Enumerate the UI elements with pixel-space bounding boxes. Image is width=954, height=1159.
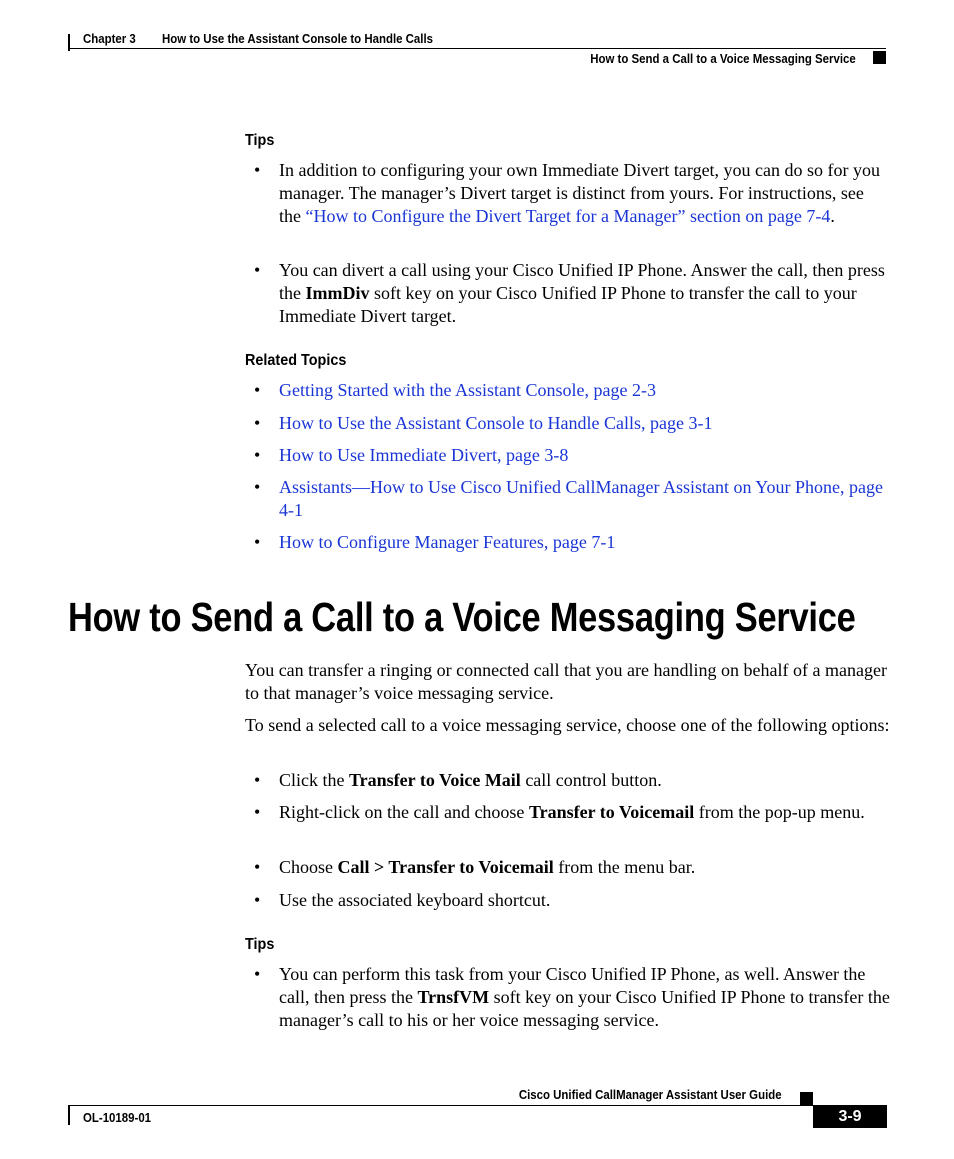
list-item [245, 889, 890, 912]
list-item [245, 259, 890, 328]
bullet: • [254, 890, 261, 910]
footer-guide-title: Cisco Unified CallManager Assistant User Guide [519, 1087, 782, 1102]
footer-marker [800, 1092, 813, 1105]
bullet: • [254, 380, 261, 400]
option-text: Use the associated keyboard shortcut. [279, 890, 551, 910]
page-number: 3-9 [813, 1105, 887, 1128]
list-item [245, 856, 890, 879]
header-rule [68, 48, 886, 49]
list-item [245, 963, 890, 1032]
options-intro-paragraph: To send a selected call to a voice messaging service, choose one of the following options: [245, 715, 890, 735]
softkey-immdiv: ImmDiv [305, 283, 370, 303]
softkey-trnsfvm: TrnsfVM [417, 987, 490, 1007]
related-link-immediate-divert[interactable]: How to Use Immediate Divert, page 3-8 [279, 445, 569, 465]
tip-text-end: soft key on your Cisco Unified IP Phone to transfer the call to your Immediate Divert target. [279, 283, 857, 326]
option-text-end: call control button. [520, 770, 662, 790]
list-item [245, 476, 890, 522]
option-command: Transfer to Voicemail [528, 802, 695, 822]
option-command: Transfer to Voice Mail [349, 770, 521, 790]
related-link-assistants-phone[interactable]: Assistants—How to Use Cisco Unified CallManager Assistant on Your Phone, page 4-1 [279, 477, 883, 520]
related-link-getting-started[interactable]: Getting Started with the Assistant Console, page 2-3 [279, 380, 656, 400]
list-item [245, 412, 890, 435]
footer-left-rule [68, 1105, 70, 1125]
related-link-manager-features[interactable]: How to Configure Manager Features, page 7-1 [279, 532, 616, 552]
list-item [245, 159, 890, 228]
header-section-title: How to Send a Call to a Voice Messaging Service [590, 51, 856, 66]
intro-paragraph: You can transfer a ringing or connected call that you are handling on behalf of a manager to that manager’s voice messaging service. [245, 660, 887, 703]
footer-doc-number: OL-10189-01 [83, 1110, 152, 1125]
bullet: • [254, 770, 261, 790]
section-heading: How to Send a Call to a Voice Messaging Service [68, 594, 856, 640]
bullet: • [254, 802, 261, 822]
list-item [245, 801, 890, 824]
divert-target-link[interactable]: “How to Configure the Divert Target for a Manager” section on page 7-4 [305, 206, 831, 226]
option-command: Call > Transfer to Voicemail [337, 857, 554, 877]
bullet: • [254, 413, 261, 433]
option-text-end: from the menu bar. [553, 857, 696, 877]
tip-text-end: . [830, 206, 835, 226]
option-text: Right-click on the call and choose [279, 802, 529, 822]
tip-text-end: soft key on your Cisco Unified IP Phone to transfer the manager’s call to his or her voice messaging service. [279, 987, 890, 1030]
list-item [245, 531, 890, 554]
tip-text: You can perform this task from your Cisco Unified IP Phone, as well. Answer the call, then press the [279, 964, 866, 1007]
header-marker [873, 51, 886, 64]
list-item [245, 379, 890, 402]
header-chapter-title: How to Use the Assistant Console to Handle Calls [162, 31, 434, 46]
option-text-end: from the pop-up menu. [694, 802, 865, 822]
bullet: • [254, 857, 261, 877]
tip-text: In addition to configuring your own Immediate Divert target, you can do so for you manager. The manager’s Divert target is distinct from yours. For instructions, see the [279, 160, 881, 226]
bullet: • [254, 160, 261, 180]
bullet: • [254, 964, 261, 984]
related-topics-label: Related Topics [245, 352, 347, 369]
tips-label: Tips [245, 132, 275, 149]
bullet: • [254, 260, 261, 280]
list-item [245, 444, 890, 467]
bullet: • [254, 445, 261, 465]
bullet: • [254, 532, 261, 552]
footer-rule [68, 1105, 886, 1106]
option-text: Choose [279, 857, 338, 877]
related-link-handle-calls[interactable]: How to Use the Assistant Console to Handle Calls, page 3-1 [279, 413, 713, 433]
header-chapter: Chapter 3 [83, 31, 136, 46]
option-text: Click the [279, 770, 349, 790]
tips-label: Tips [245, 936, 275, 953]
tip-text: You can divert a call using your Cisco Unified IP Phone. Answer the call, then press the [279, 260, 885, 303]
bullet: • [254, 477, 261, 497]
list-item [245, 769, 890, 792]
